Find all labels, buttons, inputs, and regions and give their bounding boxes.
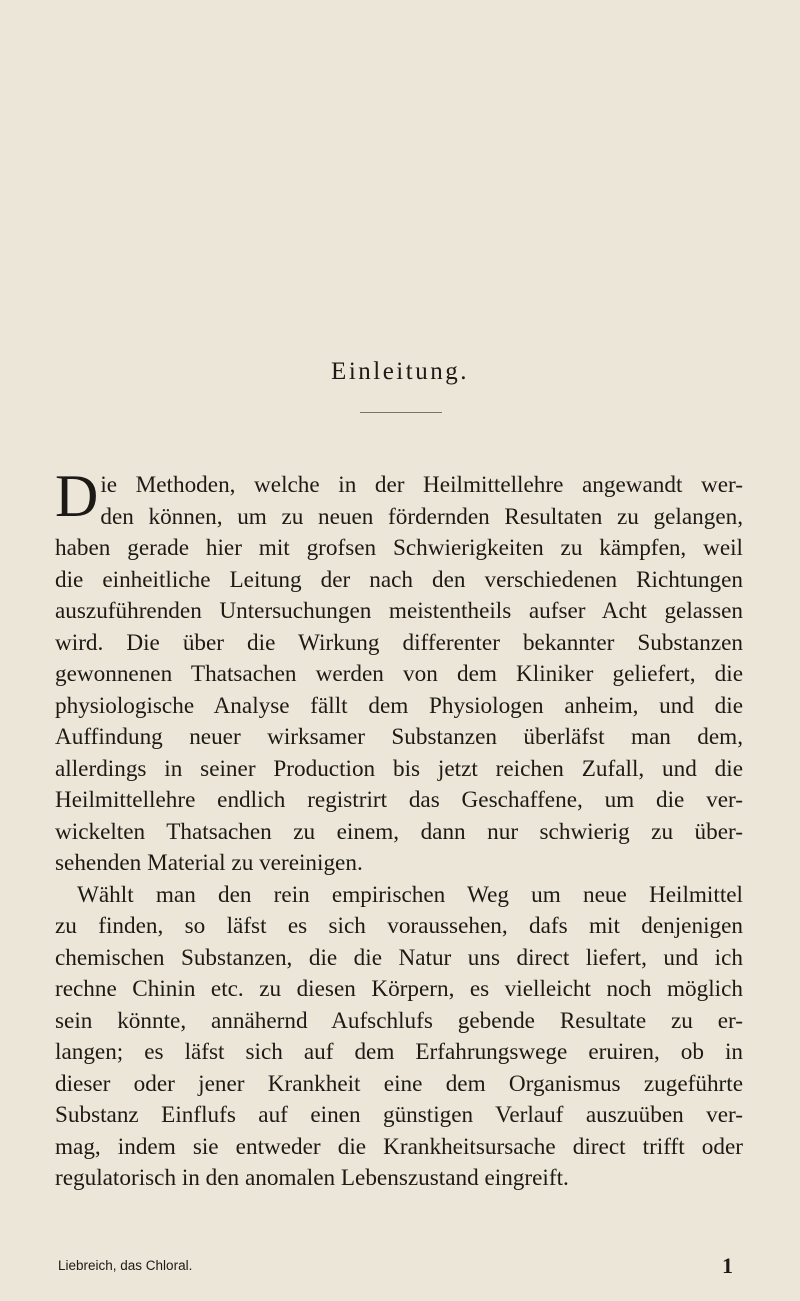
text-line: mag, indem sie entweder die Krankheitsursache direct trifft oder [55,1133,743,1160]
text-line: chemischen Substanzen, die die Natur uns direct liefert, und ich [55,944,743,971]
text-line: Wählt man den rein empirischen Weg um neue Heilmittel [77,881,743,908]
paragraph-1 [55,463,743,880]
text-line: sehenden Material zu vereinigen. [55,850,363,876]
drop-cap: D [55,463,99,529]
heading-divider [360,412,442,413]
text-line: langen; es läfst sich auf dem Erfahrungswege eruiren, ob in [55,1039,743,1065]
text-line: Auffindung neuer wirksamer Substanzen überläfst man dem, [55,724,743,750]
chapter-heading: Einleitung. [331,358,469,385]
text-line: dieser oder jener Krankheit eine dem Organismus zugeführte [55,1070,743,1097]
text-line: ie Methoden, welche in der Heilmittellehre angewandt wer- [100,472,743,498]
text-line: regulatorisch in den anomalen Lebenszustand eingreift. [55,1165,569,1191]
text-line: physiologische Analyse fällt dem Physiologen anheim, und die [55,692,743,719]
text-line: rechne Chinin etc. zu diesen Körpern, es vielleicht noch möglich [55,976,743,1002]
paragraph-2 [55,880,743,1195]
text-line: gewonnenen Thatsachen werden von dem Kliniker geliefert, die [55,661,743,687]
text-line: die einheitliche Leitung der nach den verschiedenen Richtungen [55,566,743,593]
text-line: wird. Die über die Wirkung differenter bekannter Substanzen [55,629,743,656]
signature-mark: Liebreich, das Chloral. [58,1258,193,1273]
page-number: 1 [722,1253,733,1278]
text-line: wickelten Thatsachen zu einem, dann nur schwierig zu über- [55,818,743,845]
body-text [55,463,743,1195]
text-line: auszuführenden Untersuchungen meistentheils aufser Acht gelassen [55,598,743,624]
text-line: zu finden, so läfst es sich voraussehen, dafs mit denjenigen [55,913,743,939]
text-line: den können, um zu neuen fördernden Resultaten zu gelangen, [100,503,743,530]
text-line: Heilmittellehre endlich registrirt das Geschaffene, um die ver- [55,787,743,813]
page-footer [58,1255,738,1277]
text-line: allerdings in seiner Production bis jetzt reichen Zufall, und die [55,755,743,782]
text-line: Substanz Einflufs auf einen günstigen Verlauf auszuüben ver- [55,1102,743,1128]
text-line: sein könnte, annähernd Aufschlufs gebende Resultate zu er- [55,1007,743,1034]
text-line: haben gerade hier mit grofsen Schwierigkeiten zu kämpfen, weil [55,535,743,561]
